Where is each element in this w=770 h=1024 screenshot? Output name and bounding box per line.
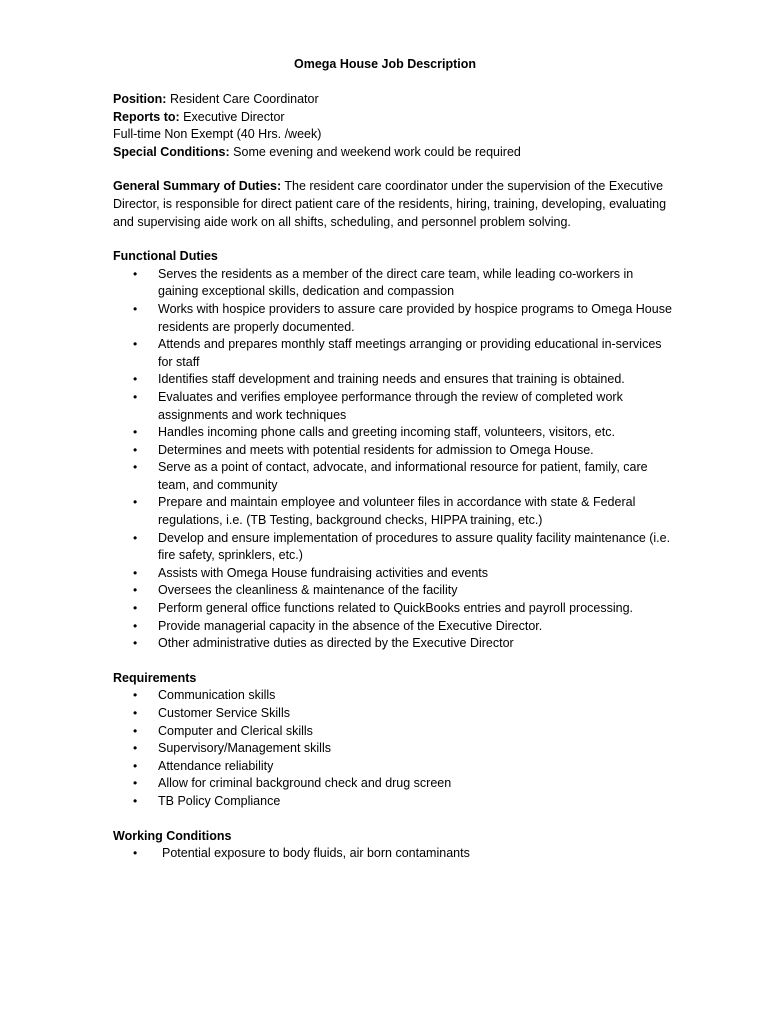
list-item-text: Works with hospice providers to assure care provided by hospice programs to Omega House residents are properly documented. <box>158 301 672 334</box>
list-item-text: Prepare and maintain employee and volunteer files in accordance with state & Federal regulations, i.e. (TB Testing, background checks, HIPPA training, etc.) <box>158 495 636 528</box>
list-item-text: TB Policy Compliance <box>158 793 281 808</box>
bullet-icon: • <box>133 793 138 808</box>
list-item <box>113 635 673 653</box>
list-item <box>113 424 673 442</box>
bullet-icon: • <box>133 389 138 404</box>
list-item <box>113 301 673 336</box>
list-item-text: Attendance reliability <box>158 758 274 773</box>
bullet-icon: • <box>133 723 138 738</box>
document-body <box>113 91 673 863</box>
bullet-icon: • <box>133 636 138 651</box>
functional-duties-list <box>113 266 673 653</box>
list-item <box>113 371 673 389</box>
list-item-text: Oversees the cleanliness & maintenance of the facility <box>158 583 458 598</box>
requirements-heading: Requirements <box>113 670 197 685</box>
list-item <box>113 705 673 723</box>
list-item-text: Allow for criminal background check and drug screen <box>158 776 452 791</box>
list-item <box>113 389 673 424</box>
bullet-icon: • <box>133 460 138 475</box>
list-item-text: Customer Service Skills <box>158 706 290 720</box>
special-conditions-line <box>113 144 673 162</box>
position-label: Position: <box>113 92 167 106</box>
bullet-icon: • <box>133 565 138 580</box>
employment-type: Full-time Non Exempt (40 Hrs. /week) <box>113 127 322 142</box>
bullet-icon: • <box>133 618 138 633</box>
bullet-icon: • <box>133 425 138 440</box>
general-summary-label: General Summary of Duties: <box>113 179 282 194</box>
special-conditions-label: Special Conditions: <box>113 144 230 159</box>
reports-to-label: Reports to: <box>113 109 180 124</box>
list-item-text: Handles incoming phone calls and greeting incoming staff, volunteers, visitors, etc. <box>158 425 615 440</box>
list-item <box>113 336 673 371</box>
bullet-icon: • <box>133 758 138 773</box>
list-item <box>113 530 673 565</box>
list-item <box>113 687 673 705</box>
list-item <box>113 793 673 811</box>
list-item-text: Potential exposure to body fluids, air born contaminants <box>162 846 470 861</box>
bullet-icon: • <box>133 495 138 510</box>
list-item-text: Supervisory/Management skills <box>158 741 331 756</box>
list-item <box>113 494 673 529</box>
list-item <box>113 565 673 583</box>
bullet-icon: • <box>133 583 138 598</box>
document-title: Omega House Job Description <box>294 57 476 71</box>
list-item <box>113 775 673 793</box>
reports-to-value: Executive Director <box>183 109 285 124</box>
special-conditions-value: Some evening and weekend work could be required <box>233 144 521 159</box>
bullet-icon: • <box>133 846 138 861</box>
list-item <box>113 459 673 494</box>
bullet-icon: • <box>133 372 138 387</box>
position-value: Resident Care Coordinator <box>169 92 319 106</box>
bullet-icon: • <box>133 706 138 720</box>
list-item <box>113 582 673 600</box>
list-item-text: Perform general office functions related to QuickBooks entries and payroll processing. <box>158 601 634 616</box>
list-item <box>113 740 673 758</box>
general-summary <box>113 178 673 231</box>
list-item <box>113 618 673 636</box>
reports-to-line <box>113 109 673 127</box>
bullet-icon: • <box>133 601 138 616</box>
list-item-text: Other administrative duties as directed by the Executive Director <box>158 636 514 651</box>
bullet-icon: • <box>133 688 138 703</box>
working-conditions-heading: Working Conditions <box>113 828 232 843</box>
list-item-text: Evaluates and verifies employee performance through the review of completed work assignments and work techniques <box>158 389 623 422</box>
bullet-icon: • <box>133 442 138 457</box>
bullet-icon: • <box>133 337 138 352</box>
list-item-text: Serves the residents as a member of the direct care team, while leading co-workers in gaining exceptional skills, dedication and compassion <box>158 266 634 299</box>
bullet-icon: • <box>133 266 138 281</box>
list-item <box>113 845 673 863</box>
list-item-text: Develop and ensure implementation of procedures to assure quality facility maintenance (i.e. fire safety, sprinklers, etc.) <box>158 530 671 563</box>
working-conditions-list <box>113 845 673 863</box>
job-header <box>113 91 673 161</box>
list-item-text: Computer and Clerical skills <box>158 723 313 738</box>
bullet-icon: • <box>133 776 138 791</box>
bullet-icon: • <box>133 301 138 316</box>
position-line <box>113 91 673 109</box>
list-item-text: Communication skills <box>158 688 276 703</box>
list-item <box>113 758 673 776</box>
requirements-list <box>113 687 673 810</box>
list-item-text: Determines and meets with potential residents for admission to Omega House. <box>158 442 594 457</box>
list-item <box>113 600 673 618</box>
list-item <box>113 442 673 460</box>
general-summary-text: The resident care coordinator under the supervision of the Executive Director, is responsible for direct patient care of the residents, hiring, training, developing, evaluating and supervising aide work on all shifts, scheduling, and personnel problem solving. <box>113 179 667 229</box>
list-item-text: Identifies staff development and training needs and ensures that training is obtained. <box>158 372 625 387</box>
bullet-icon: • <box>133 530 138 545</box>
bullet-icon: • <box>133 741 138 756</box>
list-item-text: Attends and prepares monthly staff meetings arranging or providing educational in-services for staff <box>158 337 662 369</box>
list-item-text: Provide managerial capacity in the absence of the Executive Director. <box>158 618 543 633</box>
list-item <box>113 266 673 301</box>
list-item-text: Assists with Omega House fundraising activities and events <box>158 565 489 580</box>
list-item <box>113 723 673 741</box>
list-item-text: Serve as a point of contact, advocate, and informational resource for patient, family, care team, and community <box>158 460 648 492</box>
functional-duties-heading: Functional Duties <box>113 249 218 264</box>
